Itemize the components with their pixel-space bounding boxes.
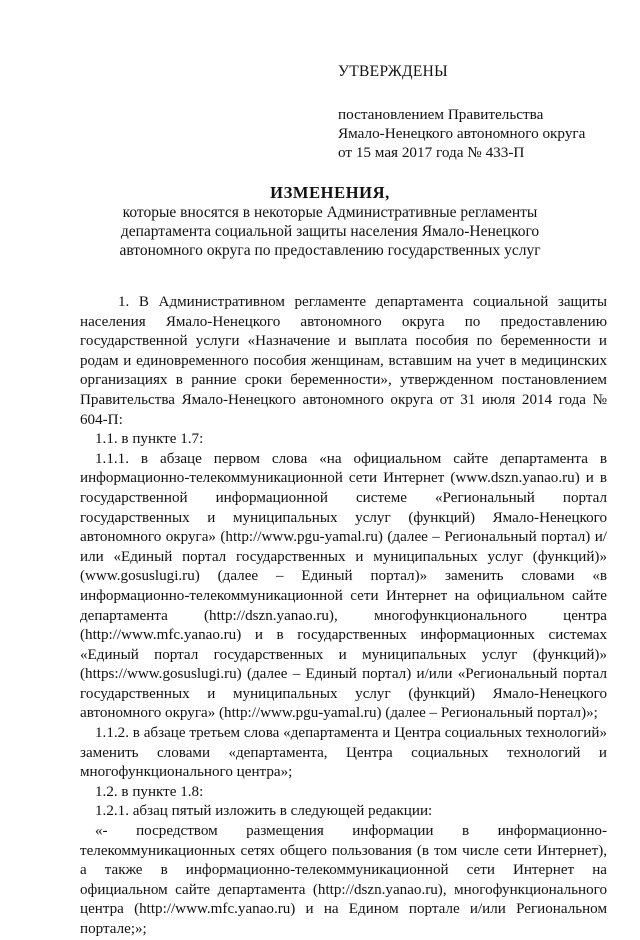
document-subtitle-line-2: департамента социальной защиты населения Ямало-Ненецкого xyxy=(120,223,540,240)
approval-line-3: от 15 мая 2017 года № 433-П xyxy=(338,144,525,161)
approval-line-2: Ямало-Ненецкого автономного округа xyxy=(338,125,586,142)
document-title: ИЗМЕНЕНИЯ, xyxy=(270,183,390,202)
document-heading xyxy=(100,183,560,260)
paragraph-1: 1. В Административном регламенте департамента социальной защиты населения Ямало-Ненецкого автономного округа по предоставлению государственной услуги «Назначение и выплата пособия по беременности и родам и единовременного пособия женщинам, вставшим на учет в медицинских организациях в ранние сроки беременности», утвержденном постановлением Правительства Ямало-Ненецкого автономного округа от 31 июля 2014 года № 604-П: xyxy=(80,294,607,428)
paragraph-1-1-2: 1.1.2. в абзаце третьем слова «департамента и Центра социальных технологий» заменить словами «департамента, Центра социальных технологий и многофункционального центра»; xyxy=(80,725,607,781)
approval-stamp xyxy=(338,62,608,162)
document-subtitle-line-1: которые вносятся в некоторые Административные регламенты xyxy=(122,204,538,221)
approved-label: УТВЕРЖДЕНЫ xyxy=(338,63,448,80)
document-body xyxy=(80,293,607,940)
paragraph-quote: «- посредством размещения информации в информационно-телекоммуникационных сетях общего пользования (в том числе сети Интернет), а также в информационно-телекоммуникационной сети Интернет на официальном сайте департамента (http://dszn.yanao.ru), многофункционального центра (http://www.mfc.yanao.ru) и на Едином портале и/или Региональном портале;»; xyxy=(80,823,607,937)
approval-line-1: постановлением Правительства xyxy=(338,106,544,123)
paragraph-1-2-1: 1.2.1. абзац пятый изложить в следующей редакции: xyxy=(95,803,433,820)
paragraph-1-1-1: 1.1.1. в абзаце первом слова «на официальном сайте департамента в информационно-телекоммуникационной сети Интернет (www.dszn.yanao.ru) и в государственной информационной системе «Региональный портал государственных и муниципальных услуг (функций) Ямало-Ненецкого автономного округа» (http://www.pgu-yamal.ru) (далее – Региональный портал) и/или «Единый портал государственных и муниципальных услуг (функций)» (www.gosuslugi.ru) (далее – Единый портал)» заменить словами «в информационно-телекоммуникационной сети Интернет на официальном сайте департамента (http://dszn.yanao.ru), многофункционального центра (http://www.mfc.yanao.ru) и в государственных информационных системах «Единый портал государственных и муниципальных услуг (функций)» (https://www.gosuslugi.ru) (далее – Единый портал) и/или «Региональный портал государственных и муниципальных услуг (функций) Ямало-Ненецкого автономного округа» (http://www.pgu-yamal.ru) (далее – Региональный портал)»; xyxy=(80,450,607,722)
document-subtitle-line-3: автономного округа по предоставлению государственных услуг xyxy=(119,242,541,259)
paragraph-1-2: 1.2. в пункте 1.8: xyxy=(95,783,204,800)
paragraph-1-1: 1.1. в пункте 1.7: xyxy=(95,431,204,448)
